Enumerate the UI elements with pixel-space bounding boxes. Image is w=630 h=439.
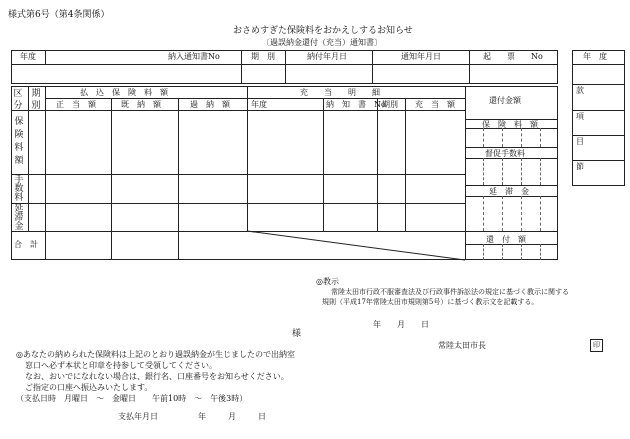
kubun-label: 区分 — [13, 89, 23, 111]
header-nendo: 年度 — [20, 52, 36, 61]
row-insurance-label: 保険料額 — [14, 117, 24, 166]
side-kou-label: 項 — [576, 112, 584, 121]
kinou-label: 既 納 額 — [121, 100, 161, 109]
header-notified-date: 通知年月日 — [401, 52, 441, 61]
row-late-label: 延滞金 — [14, 204, 24, 232]
side-nendo-label: 年 度 — [583, 52, 607, 61]
late-fee-label: 延 滞 金 — [489, 187, 529, 196]
message-line-3: なお、おいでになれない場合は、銀行名、口座番号をお知らせください。 — [25, 372, 289, 381]
sama-label: 様 — [292, 329, 302, 339]
payment-date-day: 日 — [258, 412, 266, 421]
message-line-1: ◎あなたの納められた保険料は上記のとおり過誤納金が生じましたので出納室 — [16, 350, 295, 359]
notice-line-2: 規則（平成17年常陸太田市規則第5号）に基づく教示文を記載する。 — [322, 298, 539, 306]
row-fee-label: 手数料 — [14, 175, 24, 203]
divider — [572, 64, 625, 65]
divider — [572, 110, 625, 111]
side-setsu-label: 節 — [576, 162, 584, 171]
payment-date-label: 支払年月日 — [118, 412, 158, 421]
reminder-fee-label: 督促手数料 — [485, 149, 525, 158]
message-line-2: 窓口へ必ず本状と印章を持参して受領してください。 — [25, 361, 217, 370]
insurance-fee-label: 保 険 料 額 — [482, 120, 538, 129]
alloc-amount-label: 充 当 額 — [415, 100, 455, 109]
page-title: おさめすぎた保険料をおかえしするお知らせ — [233, 26, 413, 36]
kagou-label: 過 納 額 — [190, 100, 230, 109]
allocation-group-label: 充 当 明 細 — [300, 88, 380, 97]
mayor-label: 常陸太田市長 — [438, 341, 486, 350]
alloc-period-label: 期別 — [382, 100, 398, 109]
refund-label: 還 付 額 — [486, 235, 526, 244]
payment-date-month: 月 — [228, 412, 236, 421]
payment-group-label: 払 込 保 険 料 額 — [80, 88, 168, 97]
payment-date-year: 年 — [198, 412, 206, 421]
side-moku-label: 目 — [576, 137, 584, 146]
seal-mark: 印 — [590, 339, 603, 352]
row-total-label: 合 計 — [14, 240, 38, 249]
header-notice-no: 納入通知書No — [168, 52, 220, 61]
date-line: 年 月 日 — [373, 320, 429, 329]
kibetsu-label: 期別 — [31, 89, 41, 111]
header-kihyo: 起 票 No — [483, 52, 543, 61]
alloc-nendo-label: 年度 — [251, 100, 267, 109]
refund-amount-label: 還付金額 — [489, 96, 521, 105]
divider — [572, 160, 625, 161]
side-kan-label: 款 — [576, 86, 584, 95]
divider — [572, 84, 625, 85]
seitou-label: 正 当 額 — [56, 100, 96, 109]
notice-line-1: 常陸太田市行政不服審査法及び行政事件訴訟法の規定に基づく教示に関する — [331, 288, 569, 296]
notice-heading: ◎教示 — [316, 277, 339, 286]
alloc-notice-label: 納 知 書 No — [326, 100, 386, 109]
header-paid-date: 納付年月日 — [307, 52, 347, 61]
message-line-4: ご指定の口座へ振込みいたします。 — [25, 383, 153, 392]
message-line-5: （支払日時 月曜日 ～ 金曜日 午前10時 ～ 午後3時） — [16, 394, 248, 403]
header-period: 期 別 — [251, 52, 275, 61]
divider — [572, 135, 625, 136]
form-code: 様式第6号（第4条関係） — [8, 10, 110, 20]
page-subtitle: 〔過誤納金還付（充当）通知書〕 — [262, 38, 382, 47]
